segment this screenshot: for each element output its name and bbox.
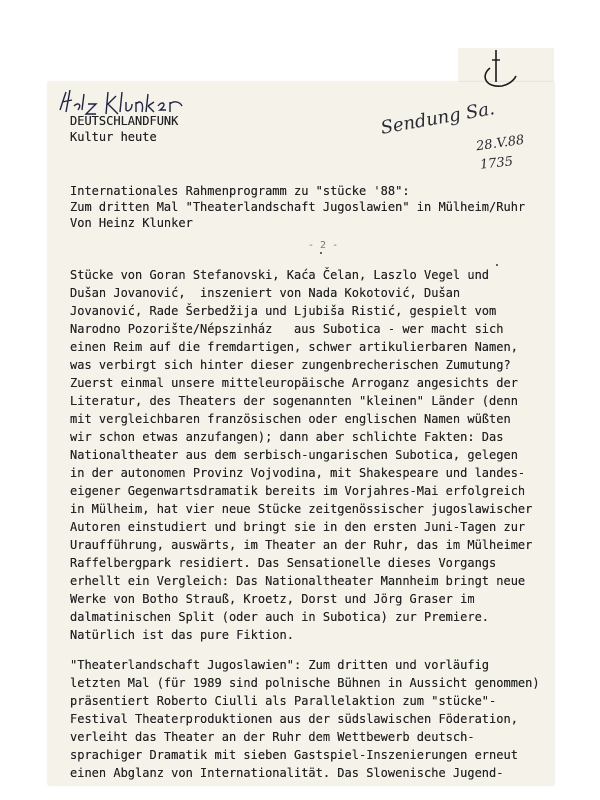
- annotation-line: 28.V.88: [475, 132, 526, 155]
- ink-speck: [496, 264, 498, 266]
- body-line: dalmatinischen Split (oder auch in Subotica) zur Premiere.: [70, 610, 490, 624]
- body-line: in Mülheim, hat vier neue Stücke zeitgenössischer jugoslawischer: [70, 502, 533, 516]
- body-line: Zuerst einmal unsere mitteleuropäische Arroganz angesichts der: [70, 376, 518, 390]
- body-line: präsentiert Roberto Ciulli als Parallelaktion zum "stücke"-: [70, 694, 497, 708]
- body-line: Stücke von Goran Stefanovski, Kaća Čelan, Laszlo Vegel und: [70, 268, 490, 282]
- body-line: wir schon etwas anzufangen); dann aber schlichte Fakten: Das: [70, 430, 504, 444]
- body-line: letzten Mal (für 1989 sind polnische Bühnen in Aussicht genommen): [70, 676, 540, 690]
- station-name: DEUTSCHLANDFUNK: [70, 114, 179, 128]
- body-line: was verbirgt sich hinter dieser zungenbrecherischen Zumutung?: [70, 358, 511, 372]
- body-line: mit vergleichbaren französischen oder englischen Namen wüßten: [70, 412, 511, 426]
- body-line: Narodno Pozorište/Népszinház aus Subotica - wer macht sich: [70, 322, 504, 336]
- body-line: Raffelbergpark residiert. Das Sensationelle dieses Vorgangs: [70, 556, 497, 570]
- body-line: "Theaterlandschaft Jugoslawien": Zum dritten und vorläufig: [70, 658, 490, 672]
- body-line: sprachiger Dramatik mit sieben Gastspiel-Inszenierungen erneut: [70, 748, 518, 762]
- body-line: Literatur, des Theaters der sogenannten "kleinen" Länder (denn: [70, 394, 518, 408]
- body-line: Uraufführung, auswärts, im Theater an der Ruhr, das im Mülheimer: [70, 538, 533, 552]
- body-line: verleiht das Theater an der Ruhr dem Wettbewerb deutsch-: [70, 730, 475, 744]
- ink-speck: [320, 252, 322, 254]
- body-line: Dušan Jovanović, inszeniert von Nada Kokotović, Dušan: [70, 286, 461, 300]
- body-line: erhellt ein Vergleich: Das Nationaltheater Mannheim bringt neue: [70, 574, 526, 588]
- body-line: Jovanović, Rade Šerbedžija und Ljubiša Ristić, gespielt vom: [70, 304, 497, 318]
- body-line: Nationaltheater aus dem serbisch-ungarischen Subotica, gelegen: [70, 448, 518, 462]
- body-line: in der autonomen Provinz Vojvodina, mit Shakespeare und landes-: [70, 466, 526, 480]
- body-line: Festival Theaterproduktionen aus der südslawischen Föderation,: [70, 712, 518, 726]
- corner-stamp-mark: [470, 46, 530, 96]
- body-line: Werke von Botho Strauß, Kroetz, Dorst und Jörg Graser im: [70, 592, 475, 606]
- title-line: Zum dritten Mal "Theaterlandschaft Jugoslawien" in Mülheim/Ruhr: [70, 200, 526, 214]
- body-line: eigener Gegenwartsdramatik bereits im Vorjahres-Mai erfolgreich: [70, 484, 526, 498]
- annotation-line: 1735: [479, 154, 514, 173]
- page-number: - 2 -: [308, 240, 339, 251]
- body-line: einen Abglanz von Internationalität. Das Slowenische Jugend-: [70, 766, 504, 780]
- body-line: einen Reim auf die fremdartigen, schwer artikulierbaren Namen,: [70, 340, 518, 354]
- title-line: Internationales Rahmenprogramm zu "stücke '88":: [70, 184, 410, 198]
- annotation-line: Sendung Sa.: [379, 98, 497, 139]
- body-line: Autoren einstudiert und bringt sie in den ersten Juni-Tagen zur: [70, 520, 526, 534]
- byline: Von Heinz Klunker: [70, 216, 193, 230]
- body-line: Natürlich ist das pure Fiktion.: [70, 628, 294, 642]
- program-name: Kultur heute: [70, 130, 157, 144]
